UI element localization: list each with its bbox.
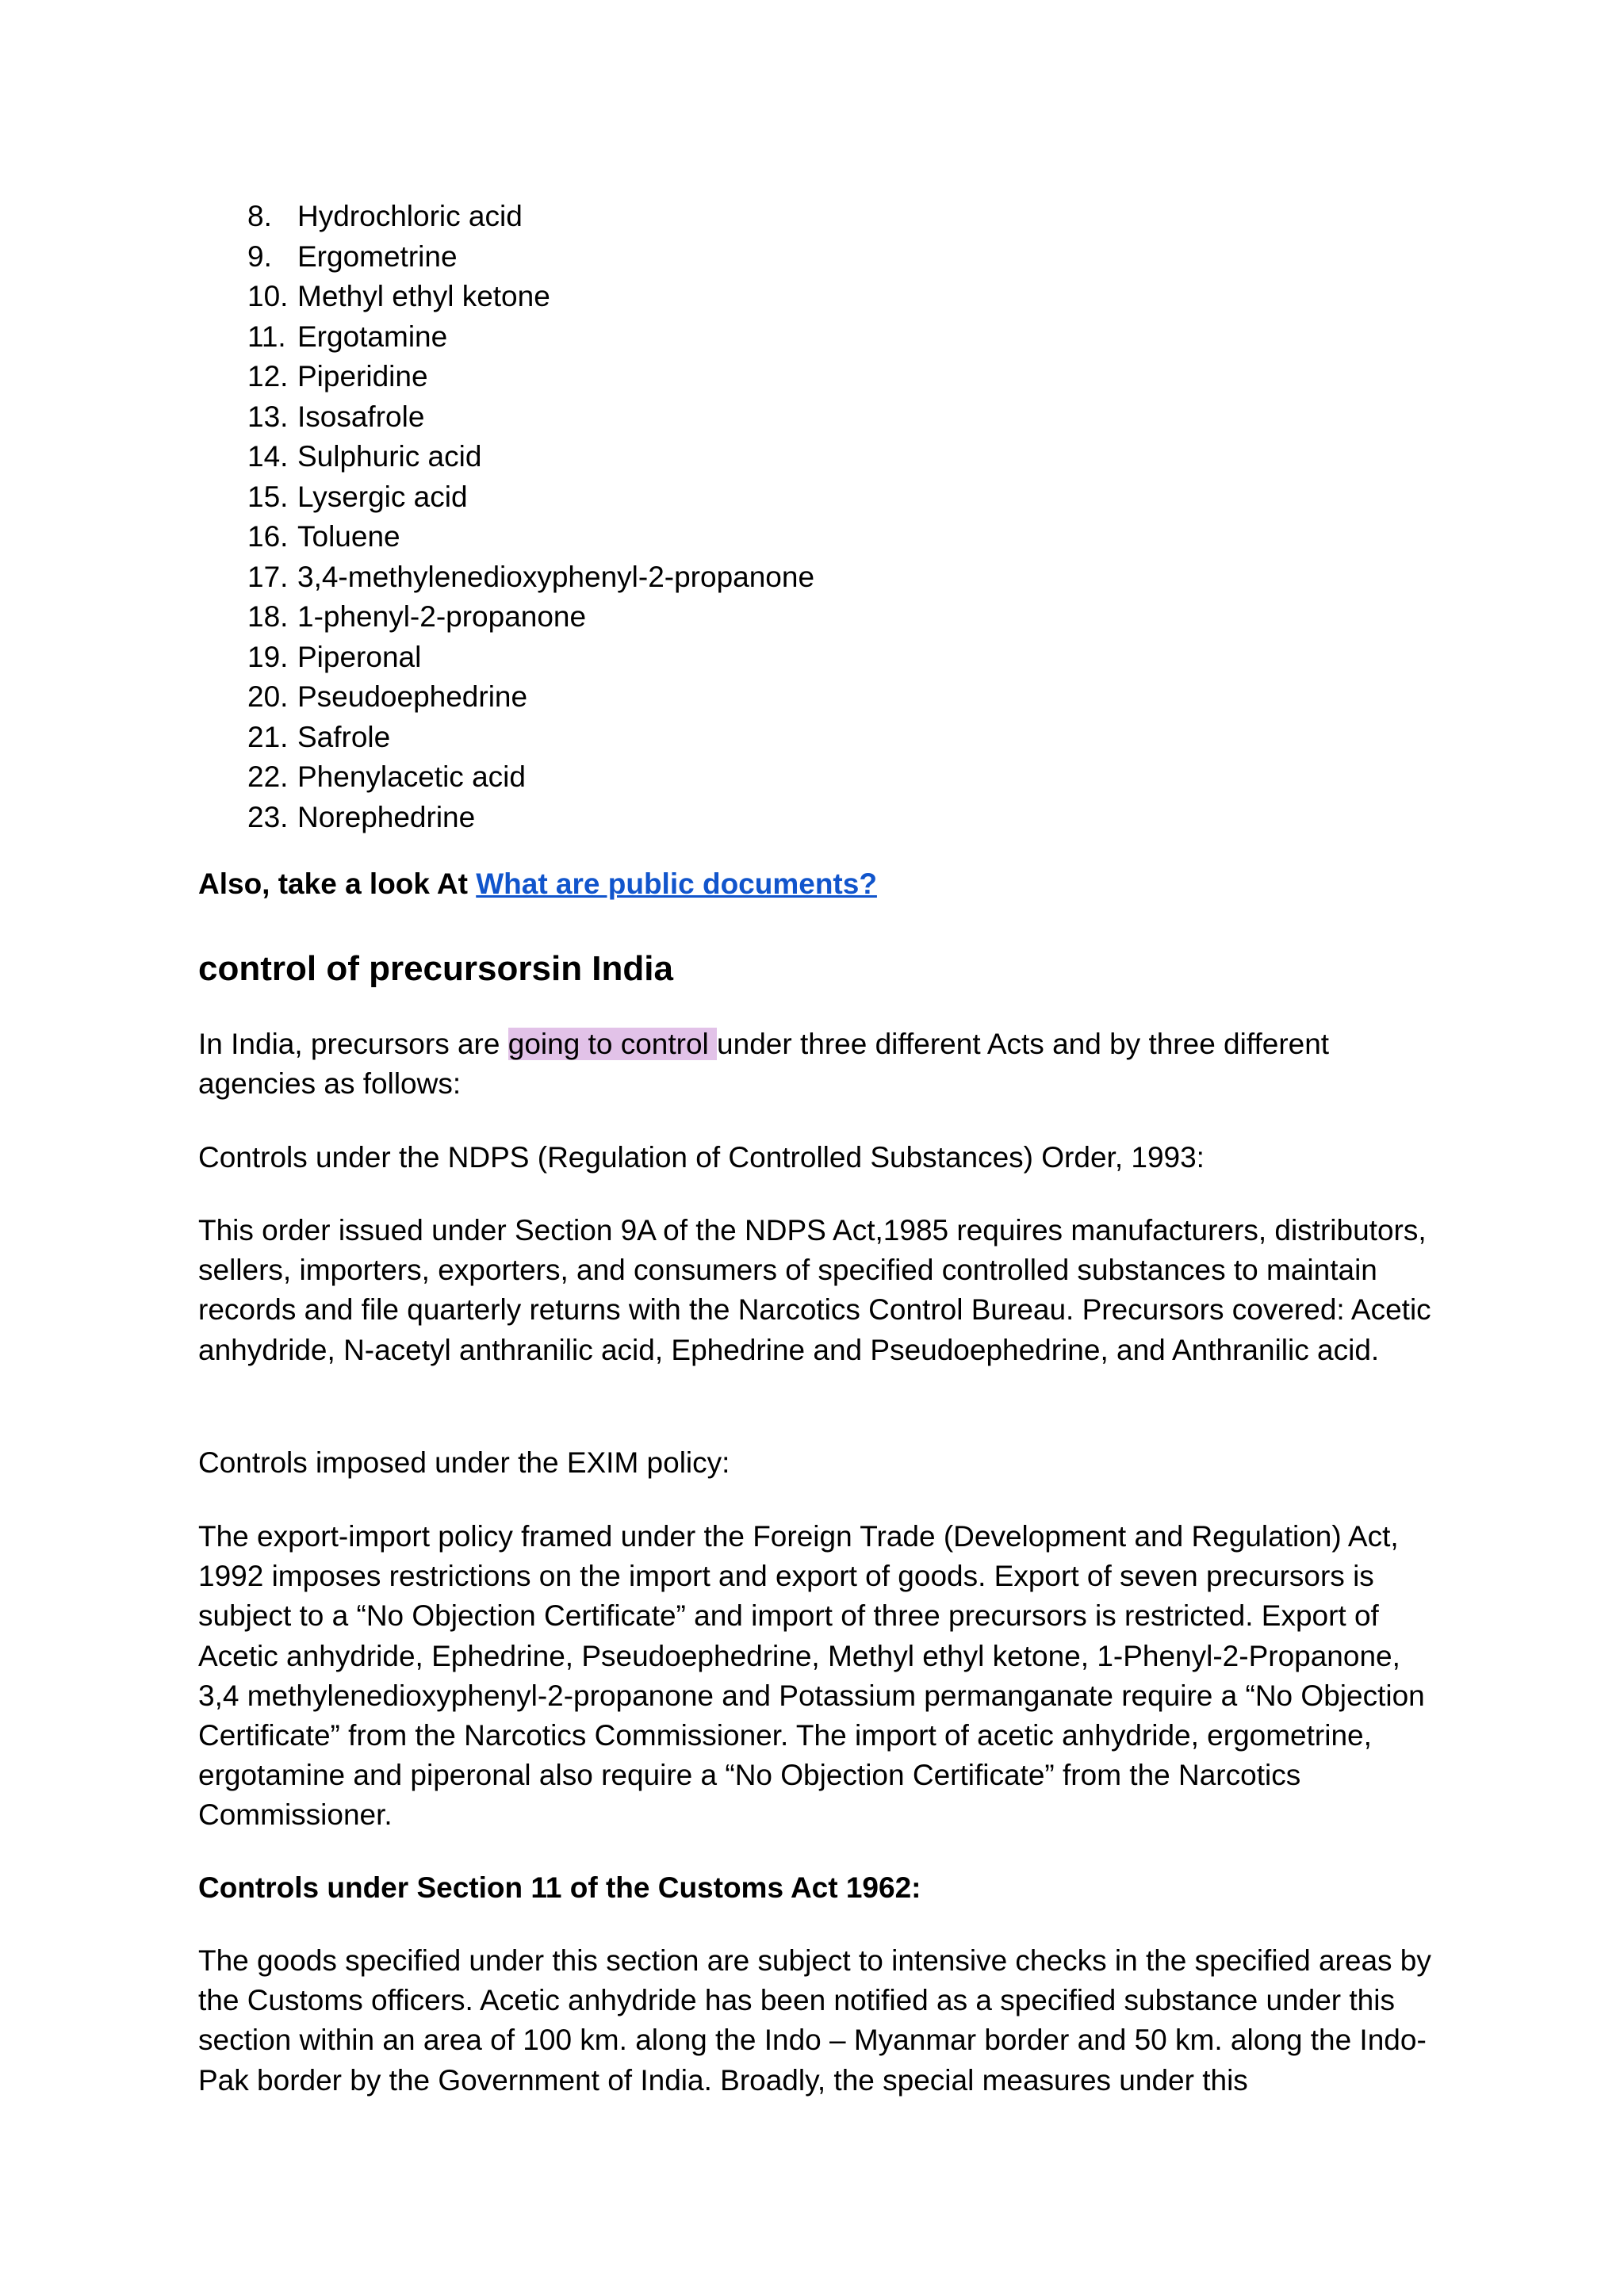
ndps-body: This order issued under Section 9A of the NDPS Act,1985 requires manufacturers, distributors, sellers, importers, exporters, and consumers of specified controlled substances to maintain records and file quarterly returns with the Narcotics Control Bureau. Precursors covered: Acetic anhydride, N-acetyl anthranilic acid, Ephedrine and Pseudoephedrine, and Anthranilic acid. [198,1214,1431,1366]
customs-title: Controls under Section 11 of the Customs Act 1962: [198,1871,921,1904]
also-look-line [198,864,1435,904]
intro-before: In India, precursors are [198,1028,508,1060]
intro-paragraph [198,1024,1435,1104]
exim-body: The export-import policy framed under the Foreign Trade (Development and Regulation) Act, 1992 imposes restrictions on the import and export of goods. Export of seven precursors is subject to a “No Objection Certificate” and import of three precursors is restricted. Export of Acetic anhydride, Ephedrine, Pseudoephedrine, Methyl ethyl ketone, 1-Phenyl-2-Propanone, 3,4 methylenedioxyphenyl-2-propanone and Potassium permanganate require a “No Objection Certificate” from the Narcotics Commissioner. The import of acetic anhydride, ergometrine, ergotamine and piperonal also require a “No Objection Certificate” from the Narcotics Commissioner. [198,1520,1425,1832]
ndps-title: Controls under the NDPS (Regulation of Controlled Substances) Order, 1993: [198,1141,1205,1174]
public-documents-link[interactable]: What are public documents? [476,867,877,900]
also-look-prefix: Also, take a look At [198,867,477,900]
section-heading: control of precursorsin India [198,949,673,988]
intro-after: under three different Acts and by three different agencies as follows: [198,1028,1330,1101]
exim-title: Controls imposed under the EXIM policy: [198,1446,730,1479]
customs-body: The goods specified under this section are subject to intensive checks in the specified areas by the Customs officers. Acetic anhydride has been notified as a specified substance under this section within an area of 100 km. along the Indo – Myanmar border and 50 km. along the Indo-Pak border by the Government of India. Broadly, the special measures under this [198,1944,1431,2097]
highlighted-text: going to control [508,1028,718,1060]
